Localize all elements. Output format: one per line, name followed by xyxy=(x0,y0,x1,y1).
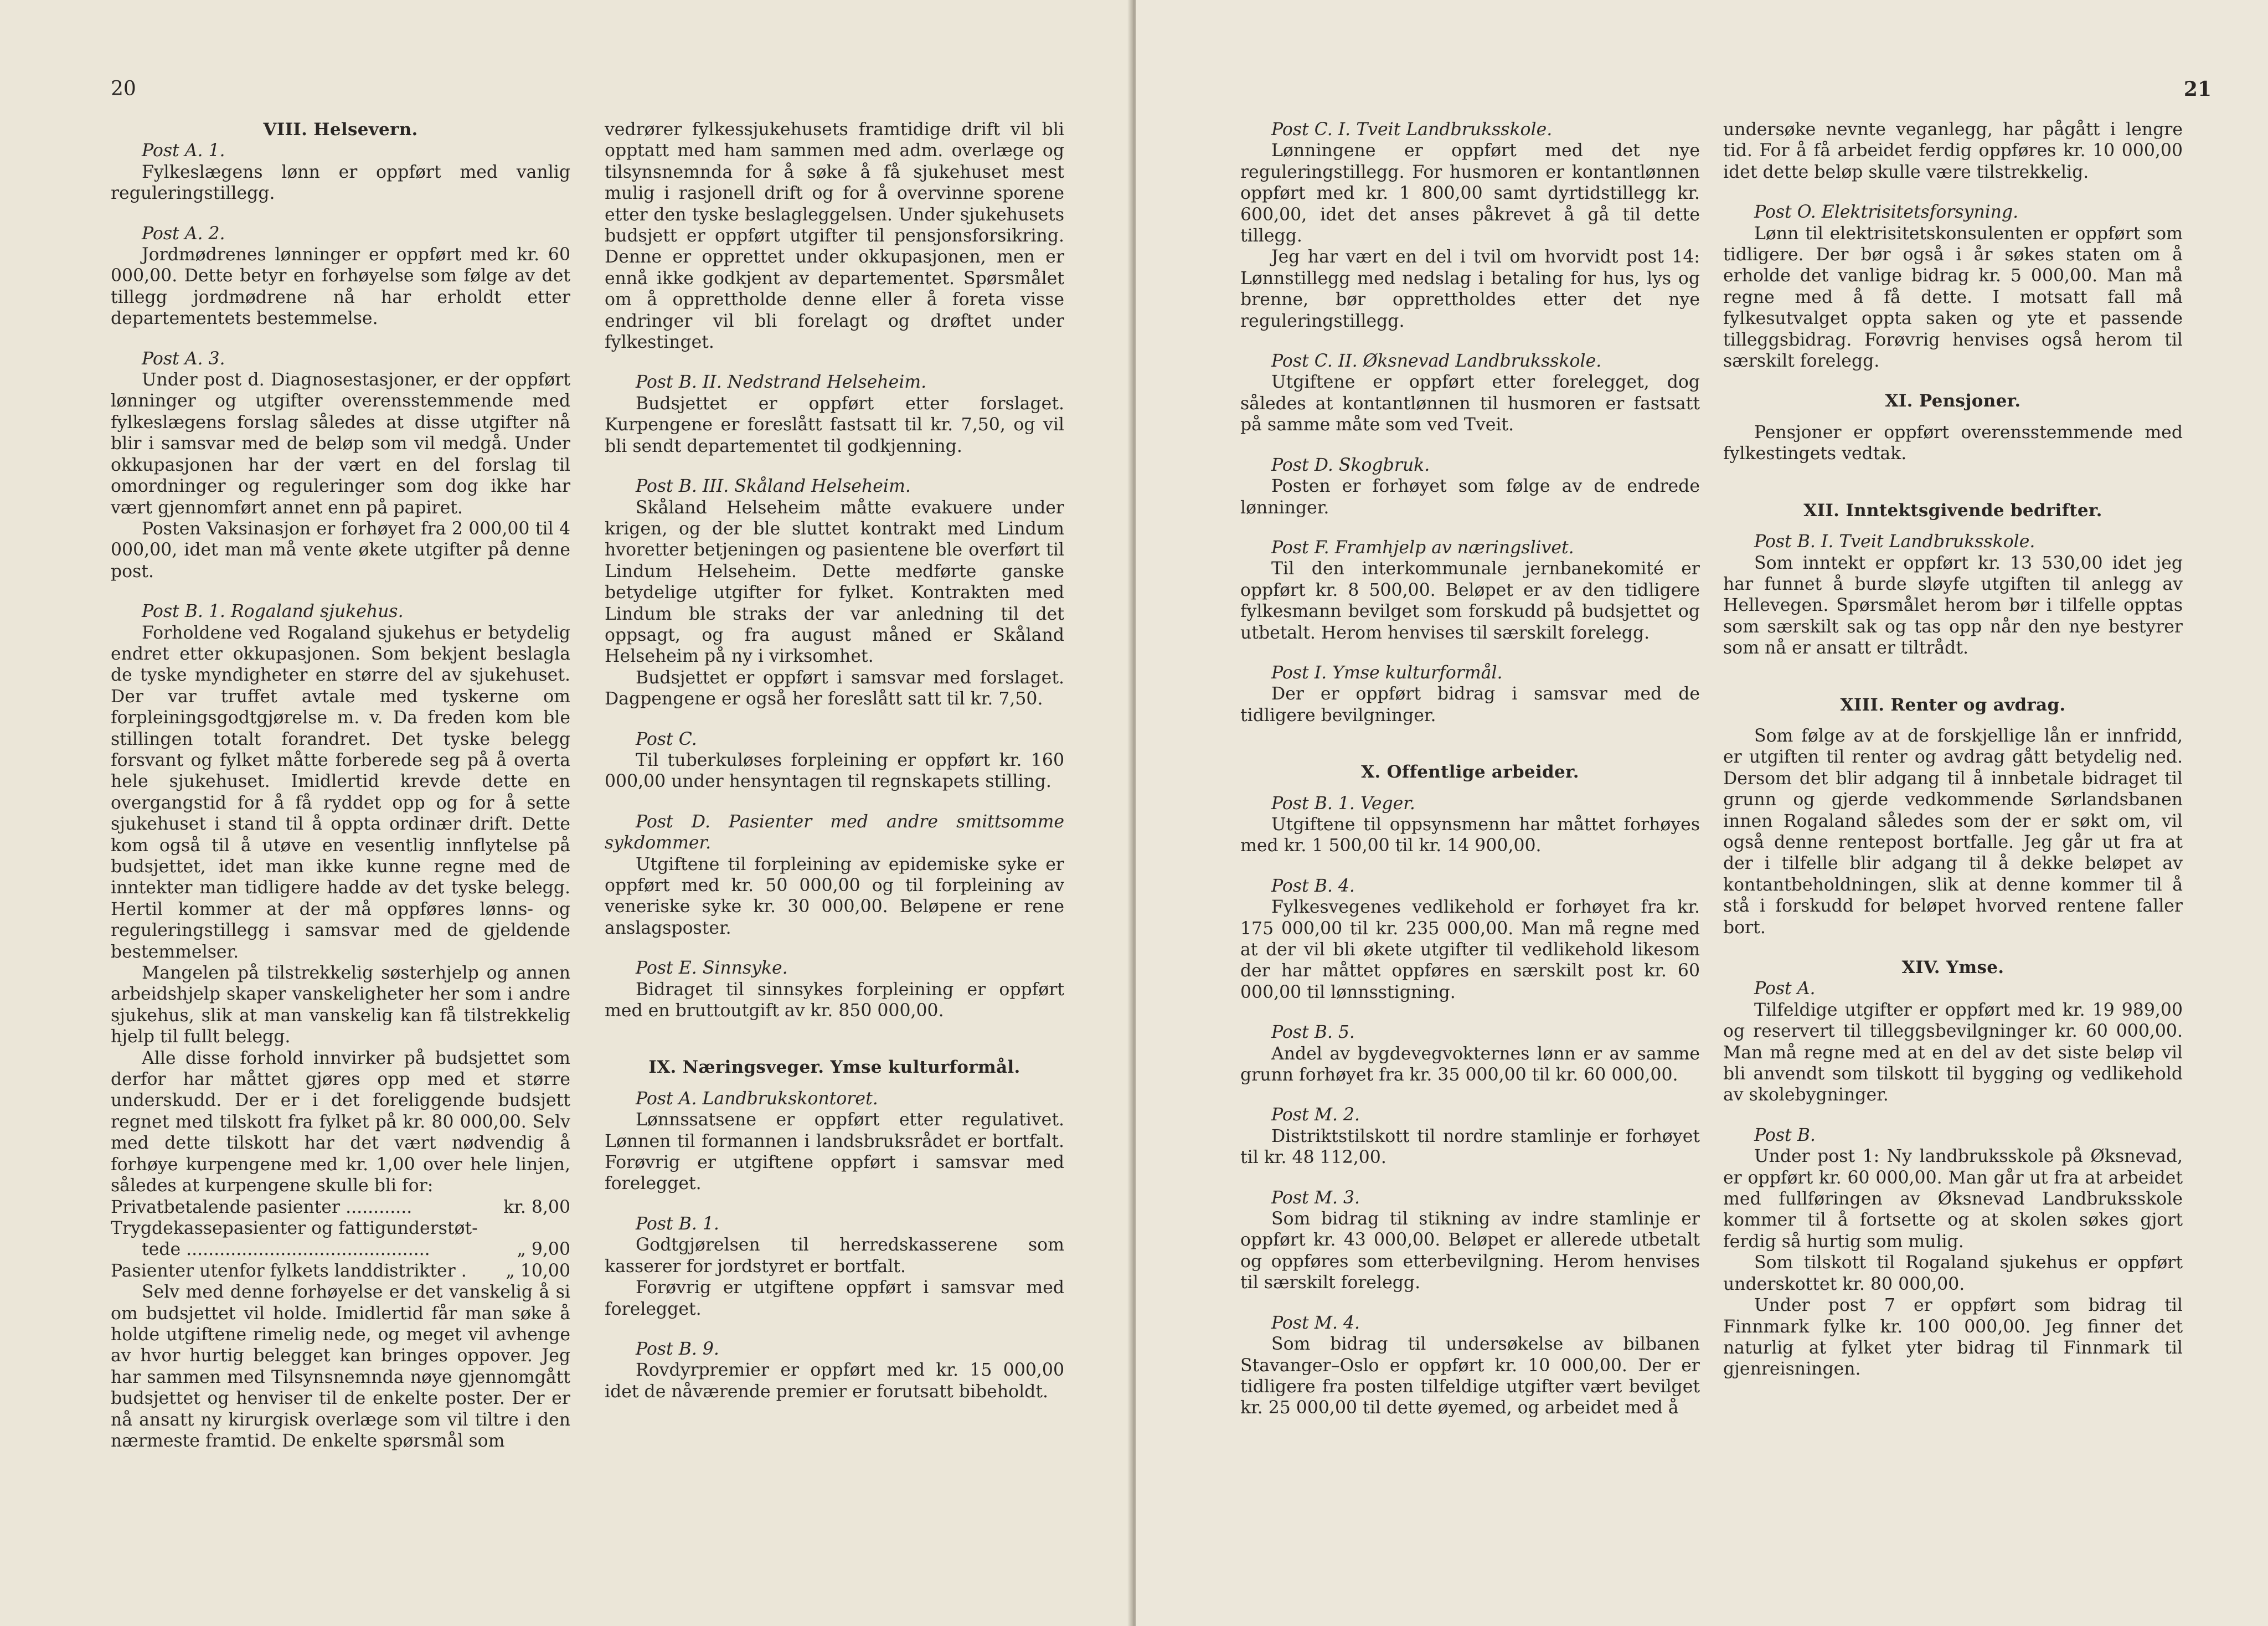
rate-table xyxy=(111,1197,570,1282)
paragraph: Som følge av at de forskjellige lån er innfridd, er utgiften til renter og avdrag gått betydelig ned. Dersom det blir adgang til å innbetale bidraget til grunn og gjerde vedkommende Sørlandsbanen innen Rogaland således som der er søkt om, vil også denne rentepost bortfalle. Jeg går ut fra at der i tilfelle blir adgang til å dekke beløpet av kontantbeholdningen, slik at denne kommer til å stå i forskudd for beløpet hvorved rentene faller bort. xyxy=(1723,725,2183,938)
post-label: Post A. 1. xyxy=(142,141,225,161)
section-heading: IX. Næringsveger. Ymse kulturformål. xyxy=(648,1057,1020,1078)
paragraph: Der er oppført bidrag i samsvar med de tidligere bevilgninger. xyxy=(1240,684,1700,725)
paragraph: Utgiftene er oppført etter forelegget, dog således at kontantlønnen til husmoren er fastsatt på samme måte som ved Tveit. xyxy=(1240,372,1700,435)
left-column-2 xyxy=(605,119,1064,1402)
paragraph: Til tuberkuløses forpleining er oppført kr. 160 000,00 under hensyntagen til regnskapets stilling. xyxy=(605,750,1064,792)
paragraph: Fylkesvegenes vedlikehold er forhøyet fra kr. 175 000,00 til kr. 235 000,00. Man må regne med at der vil bli økete utgifter til vedlikehold likesom der har måttet oppføres en særskilt post kr. 60 000,00 til lønnsstigning. xyxy=(1240,897,1700,1002)
section-heading: XII. Inntektsgivende bedrifter. xyxy=(1803,500,2102,521)
paragraph: Til den interkommunale jernbanekomité er oppført kr. 8 500,00. Beløpet er av den tidligere fylkesmann bevilget som forskudd på budsjettet og utbetalt. Herom henvises til særskilt forelegg. xyxy=(1240,559,1700,643)
paragraph: Andel av bygdevegvokternes lønn er av samme grunn forhøyet fra kr. 35 000,00 til kr. 60 000,00. xyxy=(1240,1043,1700,1085)
page-number: 21 xyxy=(2183,78,2212,101)
post-label: Post A. Landbrukskontoret. xyxy=(636,1088,878,1109)
post-label: Post B. 4. xyxy=(1271,876,1355,896)
post-label: Post M. 2. xyxy=(1271,1105,1360,1125)
paragraph: Under post d. Diagnosestasjoner, er der oppført lønninger og utgifter overensstemmende med fylkeslægens forslag således at disse utgifter nå blir i samsvar med de beløp som vil medgå. Under okkupasjonen har der vært en del forslag til omordninger og reguleringer som dog ikke har vært gjennomført annet enn på papiret. xyxy=(111,370,570,518)
post-label: Post A. 2. xyxy=(142,223,225,244)
post-label: Post B. xyxy=(1754,1125,1816,1145)
post-label: Post B. 5. xyxy=(1271,1022,1355,1043)
rate-row xyxy=(111,1239,570,1260)
rate-label: Trygdekassepasienter og fattigunderstøt- xyxy=(111,1218,478,1238)
paragraph: Utgiftene til forpleining av epidemiske syke er oppført med kr. 50 000,00 og til forpleining av veneriske syke kr. 30 000,00. Beløpene er rene anslagsposter. xyxy=(605,854,1064,938)
post-label: Post B. 1. Rogaland sjukehus. xyxy=(142,601,404,622)
right-page xyxy=(1136,0,2268,1626)
section-heading: X. Offentlige arbeider. xyxy=(1361,762,1579,783)
rate-value: „ 10,00 xyxy=(506,1260,570,1281)
paragraph: Som bidrag til stikning av indre stamlinje er oppført kr. 43 000,00. Beløpet er allerede utbetalt og oppføres som etterbevilgning. Herom henvises til særskilt forelegg. xyxy=(1240,1209,1700,1293)
post-label: Post B. 9. xyxy=(636,1339,719,1359)
post-label: Post O. Elektrisitetsforsyning. xyxy=(1754,202,2019,223)
post-label: Post A. 3. xyxy=(142,348,225,369)
paragraph: Under post 1: Ny landbruksskole på Øksnevad, er oppført kr. 60 000,00. Man går ut fra at arbeidet med fullføringen av Øksnevad Landbruksskole kommer til å fortsette og at skolen søkes gjort ferdig så hurtig som mulig. xyxy=(1723,1146,2183,1252)
post-label: Post B. I. Tveit Landbruksskole. xyxy=(1754,532,2035,552)
paragraph: Posten er forhøyet som følge av de endrede lønninger. xyxy=(1240,476,1700,518)
paragraph: Utgiftene til oppsynsmenn har måttet forhøyes med kr. 1 500,00 til kr. 14 900,00. xyxy=(1240,814,1700,856)
rate-value xyxy=(498,1218,570,1239)
right-column-1 xyxy=(1240,119,1700,1419)
section-heading: VIII. Helsevern. xyxy=(263,120,418,140)
paragraph: Distriktstilskott til nordre stamlinje er forhøyet til kr. 48 112,00. xyxy=(1240,1126,1700,1168)
post-label: Post C. II. Øksnevad Landbruksskole. xyxy=(1271,351,1602,372)
paragraph: undersøke nevnte veganlegg, har pågått i lengre tid. For å få arbeidet ferdig oppføres kr. 10 000,00 idet dette beløp skulle være tilstrekkelig. xyxy=(1723,120,2183,182)
rate-label: Pasienter utenfor fylkets landdistrikter . xyxy=(111,1260,467,1281)
paragraph: Som tilskott til Rogaland sjukehus er oppført underskottet kr. 80 000,00. xyxy=(1723,1253,2183,1294)
paragraph: Fylkeslægens lønn er oppført med vanlig reguleringstillegg. xyxy=(111,162,570,204)
post-label: Post B. 1. Veger. xyxy=(1271,793,1415,814)
paragraph: Skåland Helseheim måtte evakuere under krigen, og der ble sluttet kontrakt med Lindum hvoretter betjeningen og pasientene ble overført til Lindum Helseheim. Dette medførte ganske betydelige utgifter for fylket. Kontrakten med Lindum ble straks der var anledning til det oppsagt, og fra august måned er Skåland Helseheim på ny i virksomhet. xyxy=(605,497,1064,667)
post-label: Post B. III. Skåland Helseheim. xyxy=(636,476,911,497)
post-label: Post C. I. Tveit Landbruksskole. xyxy=(1271,120,1553,140)
paragraph: Rovdyrpremier er oppført med kr. 15 000,00 idet de nåværende premier er forutsatt bibeholdt. xyxy=(605,1360,1064,1402)
section-heading: XIV. Ymse. xyxy=(1901,958,2004,977)
paragraph: Lønnssatsene er oppført etter regulativet. Lønnen til formannen i landsbruksrådet er bortfalt. Forøvrig er utgiftene oppført i samsvar med forelegget. xyxy=(605,1110,1064,1194)
paragraph: Som bidrag til undersøkelse av bilbanen Stavanger–Oslo er oppført kr. 10 000,00. Der er tidligere fra posten tilfeldige utgifter vært bevilget kr. 25 000,00 til dette øyemed, og arbeidet med å xyxy=(1240,1334,1700,1418)
rate-label: tede ............................................ xyxy=(142,1239,430,1260)
post-label: Post E. Sinnsyke. xyxy=(636,958,788,979)
post-label: Post B. 1. xyxy=(636,1213,719,1234)
paragraph: Posten Vaksinasjon er forhøyet fra 2 000,00 til 4 000,00, idet man må vente økete utgifter på denne post. xyxy=(111,518,570,582)
paragraph: Budsjettet er oppført i samsvar med forslaget. Dagpengene er også her foreslått satt til kr. 7,50. xyxy=(605,667,1064,709)
post-label: Post F. Framhjelp av næringslivet. xyxy=(1271,537,1574,558)
post-label: Post C. xyxy=(636,729,697,749)
page-number: 20 xyxy=(111,78,136,100)
paragraph: Jordmødrenes lønninger er oppført med kr. 60 000,00. Dette betyr en forhøyelse som følge av det tillegg jordmødrene nå har erholdt etter departementets bestemmelse. xyxy=(111,245,570,329)
paragraph: Tilfeldige utgifter er oppført med kr. 19 989,00 og reservert til tilleggsbevilgninger kr. 60 000,00. Man må regne med at en del av det siste beløp vil bli anvendt som tilskott til bygging og vedlikehold av skolebygninger. xyxy=(1723,1000,2183,1105)
paragraph: Under post 7 er oppført som bidrag til Finnmark fylke kr. 100 000,00. Jeg finner det naturlig at fylket yter bidrag til Finnmark til gjenreisningen. xyxy=(1723,1295,2183,1380)
rate-row xyxy=(111,1197,570,1218)
paragraph: Lønningene er oppført med det nye reguleringstillegg. For husmoren er kontantlønnen oppført med kr. 1 800,00 samt dyrtidstillegg kr. 600,00, idet det anses påkrevet å gå til dette tillegg. xyxy=(1240,141,1700,246)
post-label: Post A. xyxy=(1754,979,1816,999)
paragraph: Mangelen på tilstrekkelig søsterhjelp og annen arbeidshjelp skaper vanskeligheter her som i andre sjukehus, slik at man vanskelig kan få tilstrekkelig hjelp til fullt belegg. xyxy=(111,963,570,1047)
paragraph: Som inntekt er oppført kr. 13 530,00 idet jeg har funnet å burde sløyfe utgiften til anlegg av Hellevegen. Spørsmålet herom bør i tilfelle opptas som særskilt sak og tas opp når den nye bestyrer som nå er ansatt er tiltrådt. xyxy=(1723,553,2183,658)
post-label: Post I. Ymse kulturformål. xyxy=(1271,662,1503,683)
left-page xyxy=(0,0,1132,1626)
paragraph: Budsjettet er oppført etter forslaget. Kurpengene er foreslått fastsatt til kr. 7,50, og vil bli sendt departementet til godkjenning. xyxy=(605,393,1064,456)
post-label: Post B. II. Nedstrand Helseheim. xyxy=(636,372,927,393)
paragraph: Pensjoner er oppført overensstemmende med fylkestingets vedtak. xyxy=(1723,422,2183,464)
paragraph: Bidraget til sinnsykes forpleining er oppført med en bruttoutgift av kr. 850 000,00. xyxy=(605,979,1064,1021)
section-heading: XIII. Renter og avdrag. xyxy=(1840,694,2066,715)
paragraph: Alle disse forhold innvirker på budsjettet som derfor har måttet gjøres opp med et større underskudd. Der er i det foreliggende budsjett regnet med tilskott fra fylket på kr. 80 000,00. Selv med dette tilskott har det vært nødvendig å forhøye kurpengene med kr. 1,00 over hele linjen, således at kurpengene skulle bli for: xyxy=(111,1048,570,1196)
rate-row xyxy=(111,1260,570,1282)
post-label: Post M. 3. xyxy=(1271,1187,1360,1208)
right-column-2 xyxy=(1723,119,2183,1380)
paragraph: vedrører fylkessjukehusets framtidige drift vil bli opptatt med ham sammen med adm. overlæge og tilsynsnemnda for å søke å få sjukehuset mest mulig i rasjonell drift og for å overvinne sporene etter den tyske beslagleggelsen. Under sjukehusets budsjett er oppført utgifter til pensjonsforsikring. Denne er opprettet under okkupasjonen, men er ennå ikke godkjent av departementet. Spørsmålet om å opprettholde denne eller å foreta visse endringer vil bli forelagt og drøftet under fylkestinget. xyxy=(605,120,1064,353)
post-label: Post D. Pasienter med andre smittsomme sykdommer. xyxy=(605,811,1064,853)
post-label: Post D. Skogbruk. xyxy=(1271,455,1430,475)
left-column-1 xyxy=(111,119,570,1452)
paragraph: Jeg har vært en del i tvil om hvorvidt post 14: Lønnstillegg med nedslag i betaling for hus, lys og brenne, bør opprettholdes etter det nye reguleringstillegg. xyxy=(1240,247,1700,331)
rate-value: „ 9,00 xyxy=(517,1239,570,1260)
paragraph: Forøvrig er utgiftene oppført i samsvar med forelegget. xyxy=(605,1278,1064,1319)
paragraph: Godtgjørelsen til herredskasserene som kasserer for jordstyret er bortfalt. xyxy=(605,1235,1064,1277)
paragraph: Selv med denne forhøyelse er det vanskelig å si om budsjettet vil holde. Imidlertid får man søke å holde utgiftene rimelig nede, og meget vil avhenge av hvor hurtig belegget kan bringes oppover. Jeg har sammen med Tilsynsnemnda nøye gjennomgått budsjettet og henviser til de enkelte poster. Der er nå ansatt ny kirurgisk overlæge som vil tiltre i den nærmeste framtid. De enkelte spørsmål som xyxy=(111,1282,570,1451)
post-label: Post M. 4. xyxy=(1271,1313,1360,1333)
section-heading: XI. Pensjoner. xyxy=(1885,391,2021,411)
rate-value: kr. 8,00 xyxy=(503,1197,570,1217)
paragraph: Lønn til elektrisitetskonsulenten er oppført som tidligere. Der bør også i år søkes staten om å erholde det vanlige bidrag kr. 5 000,00. Man må regne med å få dette. I motsatt fall må fylkesutvalget oppta saken og yte et passende tilleggsbidrag. Forøvrig henvises også herom til særskilt forelegg. xyxy=(1723,223,2183,372)
rate-row xyxy=(111,1218,570,1239)
rate-label: Privatbetalende pasienter ............ xyxy=(111,1197,413,1217)
paragraph: Forholdene ved Rogaland sjukehus er betydelig endret etter okkupasjonen. Som bekjent beslagla de tyske myndigheter en større del av sjukehuset. Der var truffet avtale med tyskerne om forpleiningsgodtgjørelse m. v. Da freden kom ble stillingen totalt forandret. Det tyske belegg forsvant og fylket måtte forberede seg på å overta hele sjukehuset. Imidlertid krevde dette en overgangstid for å få ryddet opp og for å sette sjukehuset i stand til å oppta ordinær drift. Dette kom også til å utøve en vesentlig innflytelse på budsjettet, idet man ikke kunne regne med de inntekter man tidligere hadde av det tyske belegg. Hertil kommer at der må oppføres lønns- og reguleringstillegg i samsvar med de gjeldende bestemmelser. xyxy=(111,622,570,962)
